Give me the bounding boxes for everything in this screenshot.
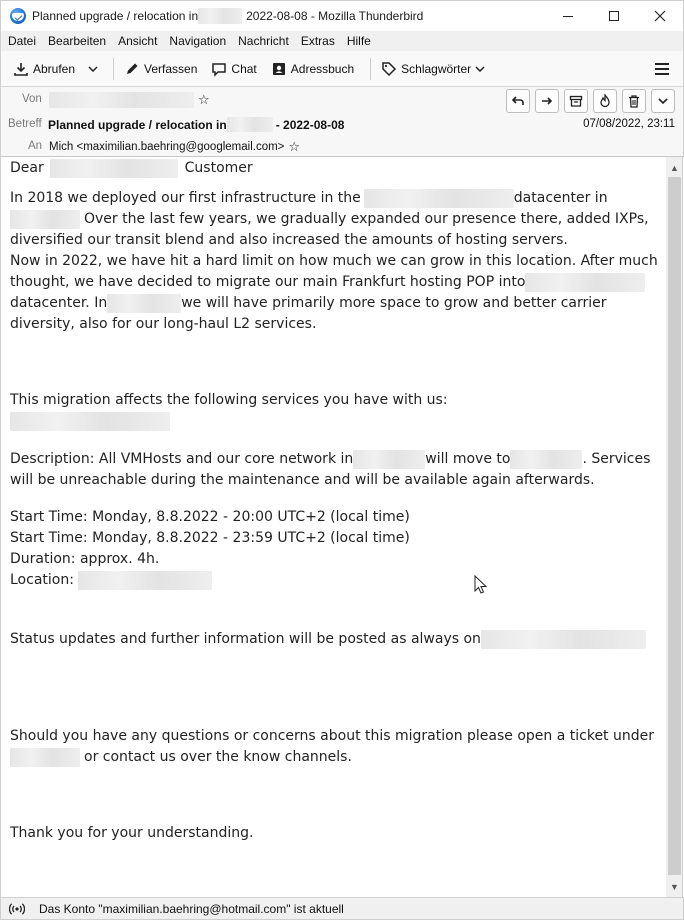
affected-services-list <box>10 411 658 432</box>
questions-paragraph <box>10 726 658 768</box>
text-span: Description: All VMHosts and our core network in <box>10 451 354 467</box>
scroll-down-arrow-icon[interactable]: ▼ <box>670 881 679 892</box>
menu-navigation[interactable]: Navigation <box>169 34 227 48</box>
close-button[interactable] <box>637 1 683 32</box>
minimize-icon <box>563 16 573 17</box>
greeting-start: Dear <box>10 160 44 176</box>
tags-button[interactable] <box>377 56 489 82</box>
chat-button[interactable] <box>207 56 260 82</box>
to-address: Mich <maximilian.baehring@googlemail.com> <box>49 141 285 153</box>
maximize-icon <box>609 11 619 21</box>
get-messages-dropdown[interactable] <box>85 66 101 72</box>
menu-ansicht[interactable]: Ansicht <box>118 34 158 48</box>
menu-bearbeiten[interactable]: Bearbeiten <box>48 34 107 48</box>
subject-label: Betreff <box>8 118 42 130</box>
mouse-cursor-icon <box>474 575 488 595</box>
description-paragraph <box>10 449 658 491</box>
flame-icon <box>598 94 612 108</box>
text-span: or contact us over the know channels. <box>84 749 352 765</box>
junk-button[interactable] <box>593 89 617 113</box>
subject-suffix: - 2022-08-08 <box>275 117 345 132</box>
window-title <box>32 8 423 24</box>
scroll-up-arrow-icon[interactable]: ▲ <box>670 162 679 173</box>
menu-datei[interactable]: Datei <box>8 34 37 48</box>
text-span: datacenter. In <box>10 295 108 311</box>
paragraph-intro <box>10 188 658 335</box>
from-label: Von <box>22 93 42 105</box>
window-title-prefix: Planned upgrade / relocation in <box>32 9 199 23</box>
get-messages-label: Abrufen <box>33 61 76 76</box>
close-icon <box>654 10 666 22</box>
app-menu-button[interactable] <box>655 63 669 75</box>
affected-services-heading: This migration affects the following services you have with us: <box>10 392 448 408</box>
message-header <box>0 87 684 157</box>
menu-hilfe[interactable]: Hilfe <box>346 34 371 48</box>
greeting-line <box>10 158 658 179</box>
write-button[interactable] <box>120 56 201 82</box>
redacted-block <box>50 159 178 178</box>
text-span: In 2018 we deployed our first infrastructure in the <box>10 190 361 206</box>
menu-nachricht[interactable]: Nachricht <box>238 34 289 48</box>
status-updates-line <box>10 629 658 650</box>
archive-button[interactable] <box>564 89 588 113</box>
redacted-block <box>525 273 645 292</box>
text-span: Status updates and further information will be posted as always on <box>10 631 481 647</box>
menu-extras[interactable]: Extras <box>300 34 335 48</box>
scroll-thumb[interactable] <box>668 177 681 875</box>
location-line <box>10 570 658 591</box>
redacted-block <box>10 412 170 431</box>
from-value[interactable] <box>49 92 210 108</box>
subject-value <box>48 117 344 132</box>
end-time-line: Start Time: Monday, 8.8.2022 - 23:59 UTC+2 (local time) <box>10 530 410 546</box>
chevron-down-icon <box>88 66 98 72</box>
forward-button[interactable] <box>535 89 559 113</box>
to-label: An <box>28 140 43 152</box>
reply-icon <box>511 94 525 108</box>
pencil-icon <box>124 61 140 77</box>
toolbar-divider <box>370 58 371 80</box>
chevron-down-icon <box>658 98 668 104</box>
trash-icon <box>627 94 641 108</box>
get-messages-button[interactable] <box>9 56 79 82</box>
reply-button[interactable] <box>506 89 530 113</box>
to-value[interactable] <box>49 139 300 155</box>
subject-prefix: Planned upgrade / relocation in <box>48 117 227 132</box>
minimize-button[interactable] <box>545 1 591 32</box>
message-body <box>0 157 666 897</box>
main-toolbar <box>0 51 684 87</box>
text-span: Over the last few years, we gradually expanded our presence there, added IXPs, <box>84 211 649 227</box>
text-span: will be unreachable during the maintenance and will be available again afterwards. <box>10 472 595 488</box>
toolbar-divider <box>113 58 114 80</box>
menu-bar <box>0 31 684 51</box>
more-button[interactable] <box>651 89 675 113</box>
status-bar <box>0 897 684 920</box>
text-span: Should you have any questions or concerns about this migration please open a ticket under <box>10 728 654 744</box>
redacted-block <box>10 748 80 767</box>
duration-line: Duration: approx. 4h. <box>10 551 160 567</box>
redacted-block <box>78 571 212 590</box>
window-title-suffix: 2022-08-08 - Mozilla Thunderbird <box>246 9 424 23</box>
redacted-block <box>481 630 646 649</box>
redacted-block <box>198 8 242 24</box>
address-book-label: Adressbuch <box>290 61 355 76</box>
thunderbird-icon <box>10 8 26 24</box>
message-date: 07/08/2022, 23:11 <box>583 118 675 130</box>
text-span: we will have primarily more space to grow and better carrier <box>181 295 607 311</box>
address-book-icon <box>271 61 287 77</box>
location-label: Location: <box>10 572 74 588</box>
title-bar <box>0 0 684 31</box>
tags-label: Schlagwörter <box>401 61 472 76</box>
redacted-block <box>510 450 582 469</box>
text-span: thought, we have decided to migrate our main Frankfurt hosting POP into <box>10 274 526 290</box>
closing-line: Thank you for your understanding. <box>10 825 254 841</box>
chat-label: Chat <box>231 61 257 76</box>
delete-button[interactable] <box>622 89 646 113</box>
start-time-line: Start Time: Monday, 8.8.2022 - 20:00 UTC+2 (local time) <box>10 509 410 525</box>
text-span: will move to <box>425 451 511 467</box>
star-icon[interactable]: ☆ <box>198 92 210 107</box>
text-span: datacenter in <box>513 190 608 206</box>
redacted-block <box>10 210 80 229</box>
forward-icon <box>540 94 554 108</box>
download-icon <box>13 61 29 77</box>
redacted-block <box>364 189 514 208</box>
redacted-block <box>49 92 194 108</box>
online-status-icon[interactable] <box>9 902 25 916</box>
text-span: diversity, also for our long-haul L2 services. <box>10 316 317 332</box>
text-span: diversified our transit blend and also increased the amounts of hosting servers. <box>10 232 568 248</box>
tag-icon <box>381 61 397 77</box>
vertical-scrollbar[interactable] <box>666 157 683 897</box>
chevron-down-icon <box>475 66 485 72</box>
redacted-block <box>353 450 425 469</box>
star-icon[interactable]: ☆ <box>288 139 301 154</box>
redacted-block <box>107 294 181 313</box>
greeting-end: Customer <box>184 160 253 176</box>
archive-icon <box>569 94 583 108</box>
maximize-button[interactable] <box>591 1 637 32</box>
text-span: . Services <box>582 451 651 467</box>
address-book-button[interactable] <box>267 56 358 82</box>
chat-bubble-icon <box>211 61 227 77</box>
write-label: Verfassen <box>144 61 198 76</box>
status-text: Das Konto "maximilian.baehring@hotmail.com" ist aktuell <box>39 901 344 916</box>
text-span: Now in 2022, we have hit a hard limit on how much we can grow in this location. After much <box>10 253 658 269</box>
redacted-block <box>227 117 273 132</box>
header-actions <box>501 89 675 113</box>
